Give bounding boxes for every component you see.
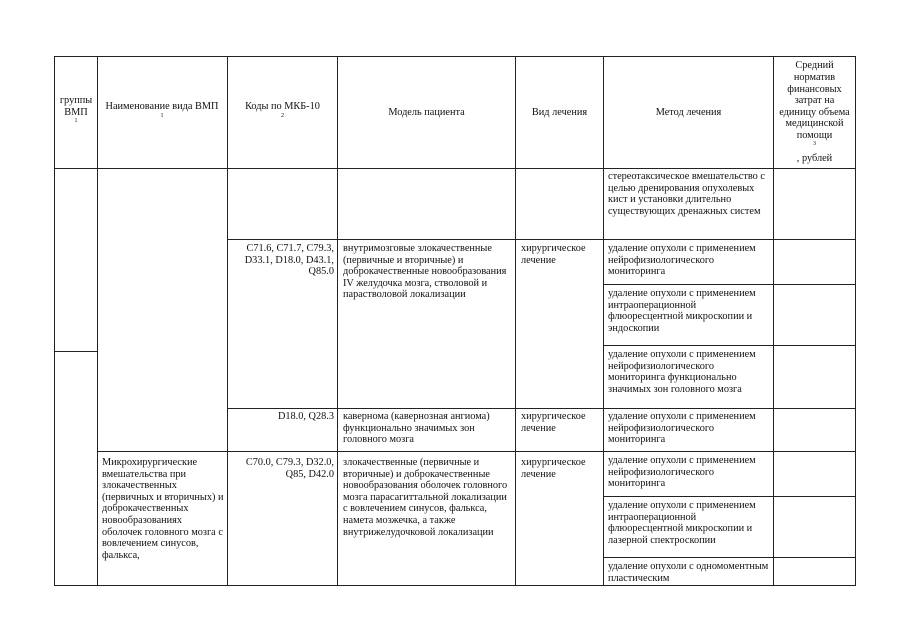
method-sep-c [603,496,855,497]
r2-model: внутримозговые злокачественные (первичные и вторичные) и доброкачественные новообразования IV желудочка мозга, стволовой и парастволовой локализации [343,243,507,301]
r2-method-a: удаление опухоли с применением нейрофизиологического мониторинга [608,243,756,278]
r2-method-b: удаление опухоли с применением интраоперационной флюоресцентной микроскопии и эндоскопии [608,288,756,334]
header-name: Наименование вида ВМП $^1$ [105,100,219,119]
header-cost: Средний норматив финансовых затрат на единицу объема медицинской помощи $^3$ , рублей [779,60,850,165]
r2-method-c: удаление опухоли с применением нейрофизиологического мониторинга функционально значимых зон головного мозга [608,349,756,395]
col-border-7 [855,56,856,586]
r4-model: злокачественные (первичные и вторичные) и доброкачественные новообразования оболочек головного мозга парасагиттальной локализации с вовлечением синусов, фалькса, намета мозжечка, а также внутрижелудочковой локализации [343,457,508,538]
r3-model: кавернома (кавернозная ангиома) функционально значимых зон головного мозга [343,411,490,446]
header-group: группы ВМП $^1$ [59,95,93,125]
r4-name: Микрохирургические вмешательства при злокачественных (первичных и вторичных) и доброкачественных новообразованиях оболочек головного мозга с вовлечением синусов, фалькса, [102,457,224,561]
header-model: Модель пациента [388,106,465,118]
method-sep-b [603,345,855,346]
header-method: Метод лечения [655,106,722,118]
r4-method-b: удаление опухоли с применением интраоперационной флюоресцентной микроскопии и лазерной спектроскопии [608,500,756,546]
r4-type: хирургическое лечение [521,457,586,480]
group-col-separator [54,351,97,352]
r3-method: удаление опухоли с применением нейрофизиологического мониторинга [608,411,756,446]
method-sep-d [603,557,855,558]
col-border-1 [97,56,98,586]
r4-codes: C70.0, C79.3, D32.0, Q85, D42.0 [245,457,334,480]
r1-method: стереотаксическое вмешательство с целью дренирования опухолевых кист и установки длительно существующих дренажных систем [608,171,765,217]
r2-type: хирургическое лечение [521,243,586,266]
row-sep-3 [227,408,855,409]
header-codes: Коды по МКБ-10 $^2$ [245,100,320,119]
r3-type: хирургическое лечение [521,411,586,434]
method-sep-a [603,284,855,285]
table-bottom-border [54,585,855,586]
col-border-6 [773,56,774,586]
header-bottom-border [54,168,855,169]
r4-method-a: удаление опухоли с применением нейрофизиологического мониторинга [608,455,756,490]
header-type: Вид лечения [531,106,588,118]
r3-codes: D18.0, Q28.3 [277,411,334,422]
r2-codes: C71.6, C71.7, C79.3, D33.1, D18.0, D43.1, Q85.0 [244,243,334,278]
r4-method-c: удаление опухоли с одномоментным пластическим [608,561,769,584]
row-sep-1 [227,239,855,240]
row-sep-4 [97,451,855,452]
